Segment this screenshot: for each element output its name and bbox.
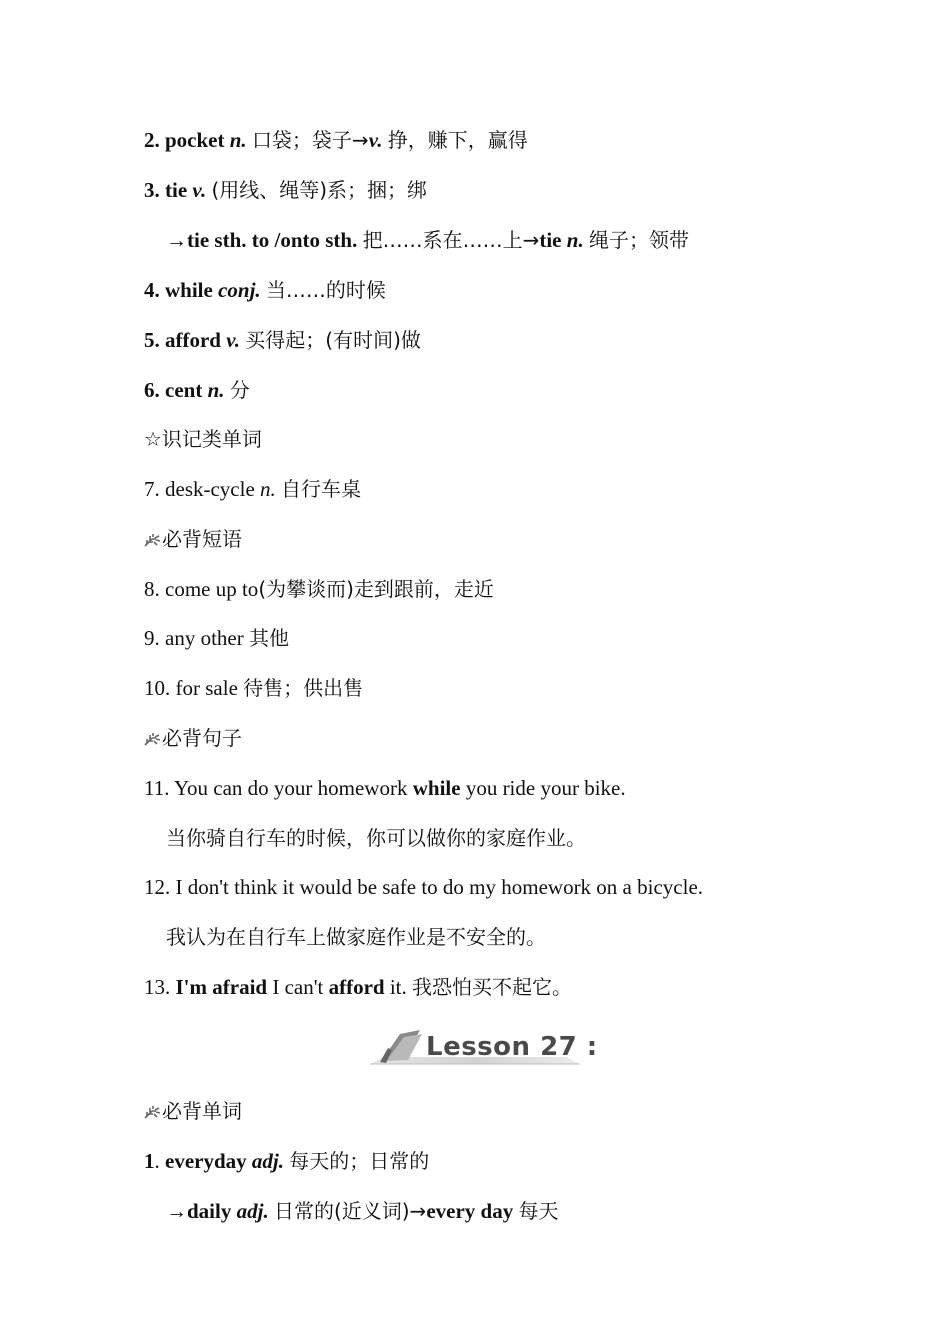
meaning: 当……的时候: [265, 278, 386, 302]
vocab-item-afford: [144, 326, 421, 354]
phrase: tie sth. to /onto sth.: [187, 228, 358, 252]
meaning: 把……系在……上→: [362, 228, 540, 252]
part-of-speech: adj.: [251, 1149, 284, 1173]
vocab-word: tie: [165, 178, 188, 202]
part-of-speech: n.: [229, 128, 247, 152]
sentence-item-12: [144, 873, 703, 901]
vocab-word: daily: [187, 1199, 232, 1223]
phrase-item-for-sale: [144, 674, 363, 702]
heading-text: 必背单词: [162, 1099, 242, 1123]
sentence-text: it.: [384, 975, 407, 999]
meaning: 每天的；日常的: [289, 1149, 430, 1173]
sentence-translation-12: [166, 923, 546, 951]
meaning: (用线、绳等)系；捆；绑: [211, 178, 428, 202]
section-heading-phrases: [144, 525, 242, 553]
meaning: 口袋；袋子→: [251, 128, 369, 152]
phrase-item-come-up-to: [144, 575, 494, 603]
part-of-speech: v.: [368, 128, 383, 152]
item-number: 3.: [144, 178, 160, 202]
item-number: 4.: [144, 278, 160, 302]
lesson-title: Lesson 27 :: [426, 1032, 598, 1062]
sentence-keyword: while: [412, 776, 461, 800]
vocab-subitem-tie: [166, 226, 689, 254]
section-heading-recognize: [144, 425, 262, 453]
part-of-speech: adj.: [236, 1199, 269, 1223]
meaning: 挣，赚下，赢得: [387, 128, 528, 152]
item-number: 6.: [144, 378, 160, 402]
arrow: →: [166, 1199, 187, 1223]
sentence-keyword: afford: [328, 975, 385, 999]
sentence-item-13: [144, 973, 572, 1001]
arrow: →: [166, 228, 187, 252]
translation: 我恐怕买不起它。: [412, 975, 573, 999]
heading-text: 必背短语: [162, 527, 242, 551]
lesson-banner: [370, 1030, 598, 1070]
vocab-word: tie: [539, 228, 562, 252]
sentence-text: I can't: [267, 975, 329, 999]
leaf-icon: [144, 732, 161, 747]
item-number: 13.: [144, 975, 176, 999]
phrase: every day: [426, 1199, 514, 1223]
item-number: 1: [144, 1149, 155, 1173]
book-icon: [378, 1028, 424, 1064]
leaf-icon: [144, 1105, 161, 1120]
translation: 我认为在自行车上做家庭作业是不安全的。: [166, 925, 546, 949]
vocab-item-pocket: [144, 126, 528, 154]
heading-text: 必背句子: [162, 726, 242, 750]
vocab-word: everyday: [165, 1149, 247, 1173]
vocab-word: while: [165, 278, 213, 302]
section-heading-sentences: [144, 724, 242, 752]
part-of-speech: conj.: [218, 278, 261, 302]
meaning: 待售；供出售: [243, 676, 364, 700]
part-of-speech: n.: [566, 228, 584, 252]
phrase-text: 9. any other: [144, 626, 244, 650]
vocab-item-desk-cycle: [144, 475, 361, 503]
item-number: 5.: [144, 328, 160, 352]
phrase-text: 8. come up to: [144, 577, 259, 601]
leaf-icon: [144, 533, 161, 548]
section-heading-words: [144, 1097, 242, 1125]
phrase-text: 10. for sale: [144, 676, 238, 700]
sentence-item-11: [144, 774, 626, 802]
vocab-item-tie: [144, 176, 427, 204]
meaning: 其他: [248, 626, 289, 650]
meaning: 买得起；(有时间)做: [245, 328, 421, 352]
sentence-text: 12. I don't think it would be safe to do my homework on a bicycle.: [144, 875, 704, 899]
vocab-word: pocket: [165, 128, 225, 152]
phrase-item-any-other: [144, 624, 289, 652]
vocab-word: cent: [165, 378, 203, 402]
part-of-speech: v.: [192, 178, 207, 202]
part-of-speech: v.: [226, 328, 241, 352]
meaning: 日常的(近义词)→: [273, 1199, 427, 1223]
vocab-word: desk-cycle: [165, 477, 255, 501]
item-dot: .: [154, 1149, 160, 1173]
vocab-word: afford: [165, 328, 221, 352]
sentence-text: 11. You can do your homework: [144, 776, 413, 800]
meaning: 自行车桌: [281, 477, 362, 501]
sentence-text: you ride your bike.: [460, 776, 626, 800]
meaning: 绳子；领带: [588, 228, 689, 252]
translation: 当你骑自行车的时候，你可以做你的家庭作业。: [166, 826, 586, 850]
heading-text: ☆识记类单词: [144, 427, 262, 451]
part-of-speech: n.: [207, 378, 225, 402]
vocab-item-while: [144, 276, 386, 304]
meaning: (为攀谈而)走到跟前，走近: [258, 577, 494, 601]
item-number: 2.: [144, 128, 160, 152]
sentence-keyword: I'm afraid: [175, 975, 268, 999]
meaning: 每天: [518, 1199, 559, 1223]
sentence-translation-11: [166, 824, 586, 852]
vocab-item-cent: [144, 376, 250, 404]
part-of-speech: n.: [260, 477, 276, 501]
item-number: 7.: [144, 477, 160, 501]
meaning: 分: [229, 378, 250, 402]
vocab-subitem-daily: [166, 1197, 558, 1225]
vocab-item-everyday: [144, 1147, 429, 1175]
